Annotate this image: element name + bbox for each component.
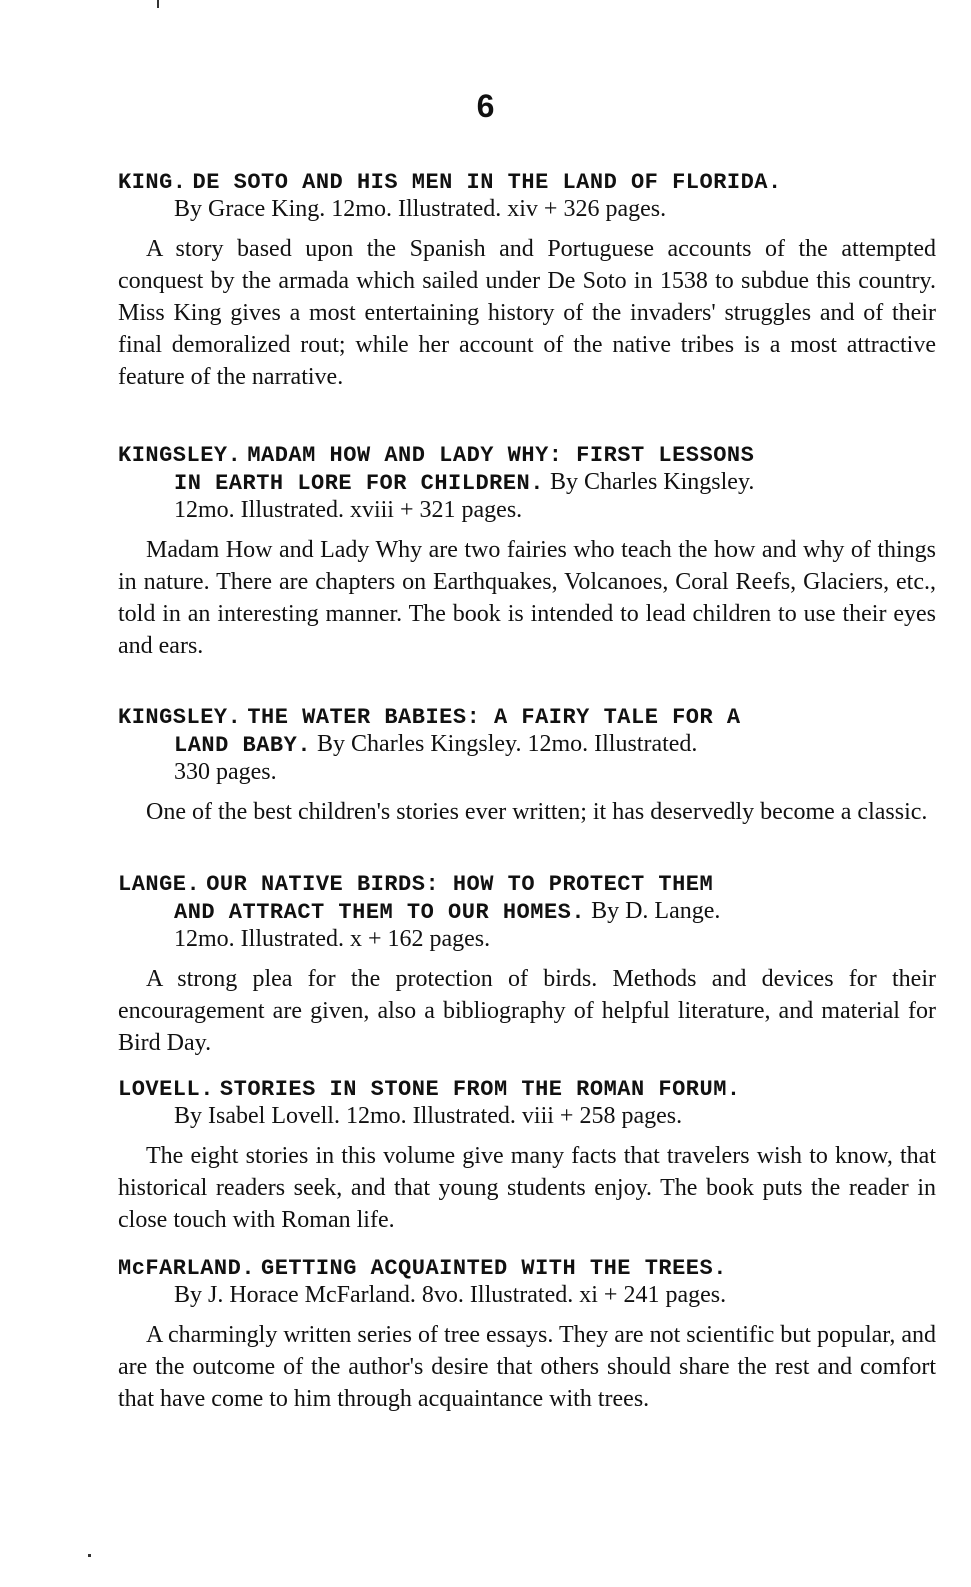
entry-author-key: KINGSLEY. [118, 443, 242, 468]
entry-header [118, 1254, 936, 1309]
entry-description: A charmingly written series of tree essays. They are not scientific but popular, and are the outcome of the author's desire that others should share the rest and comfort that have come to him through acquaintance with trees. [118, 1322, 936, 1412]
entry-pubinfo: By Charles Kingsley. 12mo. Illustrated. [317, 731, 698, 757]
entry-title: OUR NATIVE BIRDS: HOW TO PROTECT THEM [206, 872, 714, 897]
entry-pubinfo: By Charles Kingsley. [549, 469, 755, 495]
catalog-entry-kingsley-water-babies [118, 703, 936, 828]
entry-author-key: LOVELL. [118, 1077, 214, 1102]
entry-author-key: KING. [118, 170, 187, 195]
entry-header [118, 168, 936, 223]
page-number: 6 [476, 88, 495, 124]
scan-speck-bottom [88, 1554, 91, 1557]
entry-author-key: McFARLAND. [118, 1256, 256, 1281]
entry-title: MADAM HOW AND LADY WHY: FIRST LESSONS [247, 443, 755, 468]
entry-header [118, 703, 936, 786]
entry-title-continued: LAND BABY. [174, 733, 312, 758]
entry-header [118, 441, 936, 524]
entry-header [118, 1075, 936, 1130]
entry-pubinfo-continued: 12mo. Illustrated. x + 162 pages. [174, 926, 491, 952]
catalog-entry-mcfarland [118, 1254, 936, 1415]
catalog-entry-lange [118, 870, 936, 1059]
entry-pubinfo: By J. Horace McFarland. 8vo. Illustrated. xi + 241 pages. [174, 1282, 727, 1308]
entry-author-key: LANGE. [118, 872, 201, 897]
entry-author-key: KINGSLEY. [118, 705, 242, 730]
catalog-entry-king [118, 168, 936, 393]
entry-description: The eight stories in this volume give many facts that travelers wish to know, that historical readers seek, and that young students enjoy. The book puts the reader in close touch with Roman life. [118, 1143, 936, 1233]
entry-title: THE WATER BABIES: A FAIRY TALE FOR A [247, 705, 741, 730]
catalog-entry-kingsley-madam-how [118, 441, 936, 662]
entry-description: A strong plea for the protection of birds. Methods and devices for their encouragement are given, also a bibliography of helpful literature, and material for Bird Day. [118, 966, 936, 1056]
entry-description: Madam How and Lady Why are two fairies who teach the how and why of things in nature. There are chapters on Earthquakes, Volcanoes, Coral Reefs, Glaciers, etc., told in an interesting manner. The book is intended to lead children to use their eyes and ears. [118, 537, 936, 659]
entry-title: GETTING ACQUAINTED WITH THE TREES. [261, 1256, 727, 1281]
entry-pubinfo-continued: 330 pages. [174, 759, 277, 785]
entry-title: STORIES IN STONE FROM THE ROMAN FORUM. [219, 1077, 741, 1102]
entry-pubinfo-continued: 12mo. Illustrated. xviii + 321 pages. [174, 497, 523, 523]
entry-title-continued: AND ATTRACT THEM TO OUR HOMES. [174, 900, 586, 925]
entry-pubinfo: By D. Lange. [591, 898, 721, 924]
entry-description: A story based upon the Spanish and Portuguese accounts of the attempted conquest by the armada which sailed under De Soto in 1538 to subdue this country. Miss King gives a most entertaining history of the invaders' struggles and of their final demoralized rout; while her account of the native tribes is a most attractive feature of the narrative. [118, 236, 936, 390]
entry-header [118, 870, 936, 953]
scan-mark-top [157, 0, 159, 8]
entry-pubinfo: By Grace King. 12mo. Illustrated. xiv + 326 pages. [174, 196, 667, 222]
entry-title: DE SOTO AND HIS MEN IN THE LAND OF FLORIDA. [192, 170, 782, 195]
entry-pubinfo: By Isabel Lovell. 12mo. Illustrated. viii + 258 pages. [174, 1103, 683, 1129]
entry-description: One of the best children's stories ever written; it has deservedly become a classic. [146, 799, 928, 825]
entry-title-continued: IN EARTH LORE FOR CHILDREN. [174, 471, 544, 496]
catalog-entry-lovell [118, 1075, 936, 1236]
